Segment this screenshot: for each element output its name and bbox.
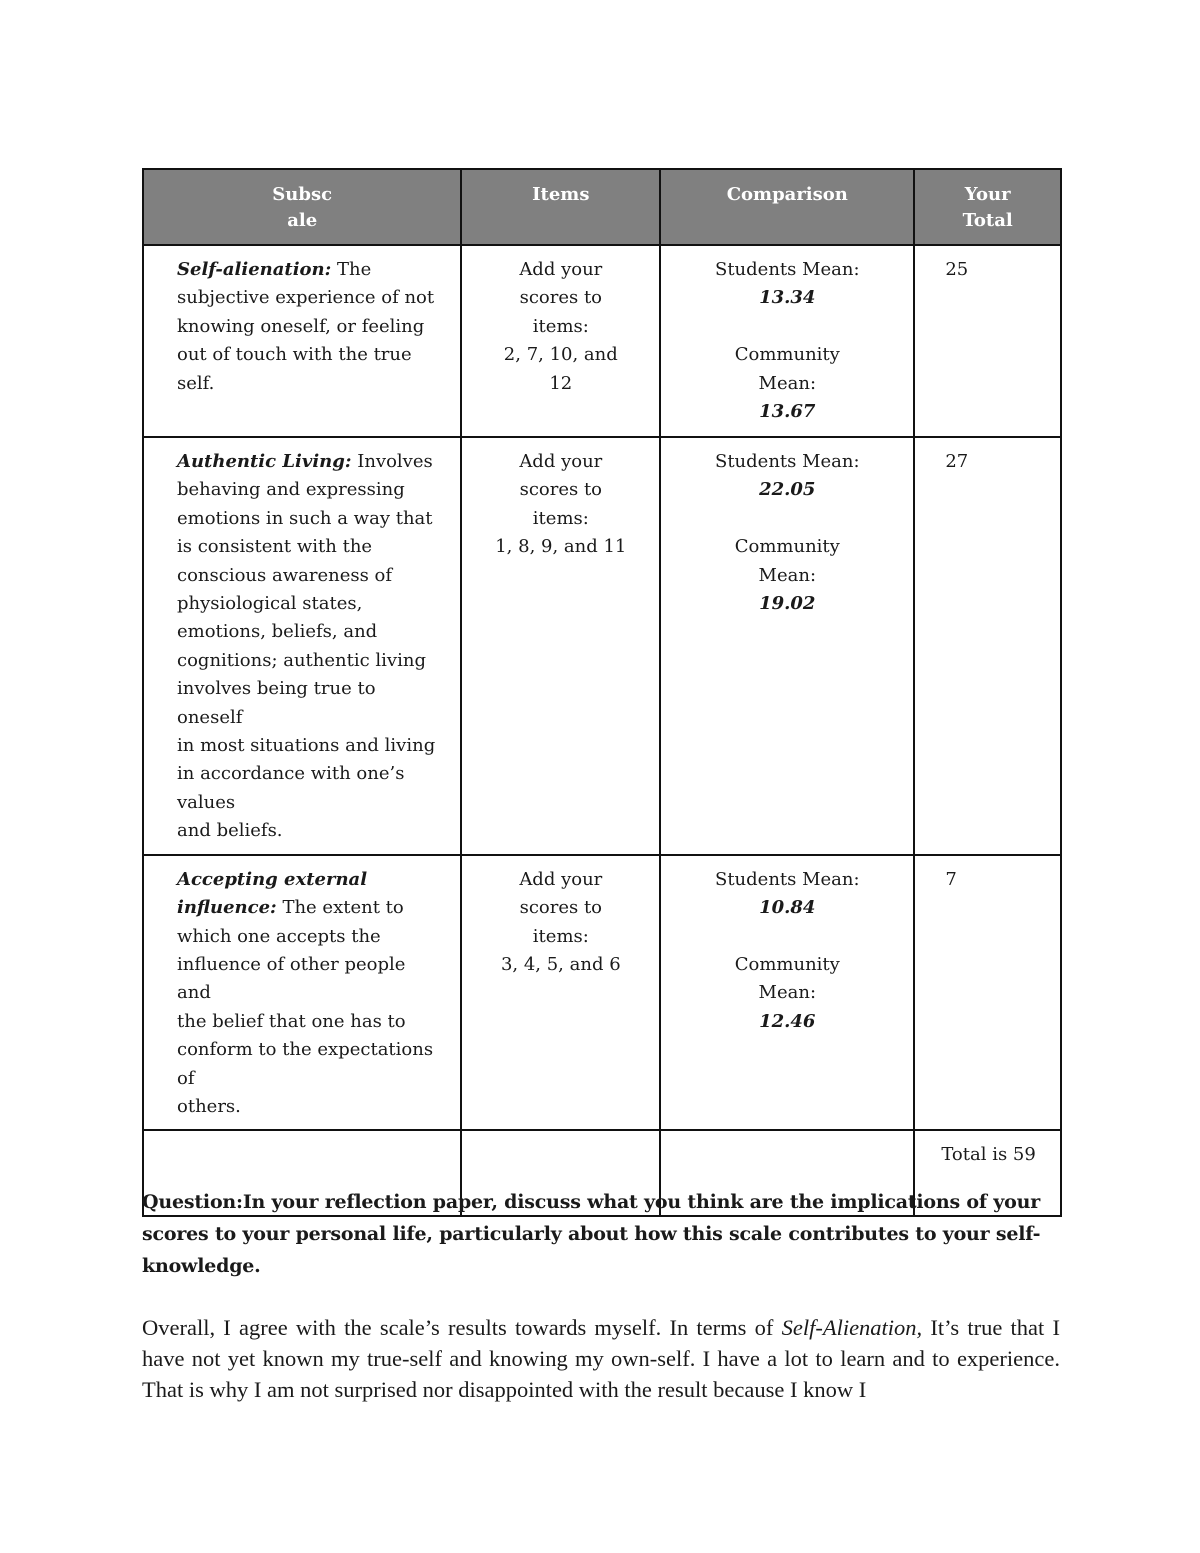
description-line: in most situations and living	[177, 735, 436, 757]
reflection-answer	[142, 1312, 1060, 1405]
answer-text-rest: It’s true that I have not yet known my true-self and knowing my own-self. I have a lot to learn and to experience. That is why I am not surprised nor disappointed with the result because I know I	[142, 1315, 1060, 1402]
description-line	[177, 256, 440, 284]
description-line: of	[177, 1067, 195, 1089]
description-line	[177, 448, 440, 476]
subscale-term: Authentic Living:	[177, 451, 352, 472]
community-mean-value: 12.46	[759, 1010, 816, 1032]
items-line: scores to	[519, 479, 603, 501]
description-line: physiological states,	[177, 593, 363, 615]
header-total-line1: Your	[964, 184, 1011, 205]
header-subscale	[143, 169, 461, 245]
items-line: 2, 7, 10, and	[503, 344, 618, 366]
students-mean-value: 10.84	[759, 897, 816, 919]
header-items: Items	[461, 169, 660, 245]
header-subscale-line1: Subsc	[272, 184, 333, 205]
items-line: items:	[532, 315, 589, 337]
header-total-line2: Total	[962, 210, 1013, 231]
community-mean-value: 13.67	[759, 401, 816, 423]
students-mean-label: Students Mean:	[714, 259, 860, 280]
description-line: in accordance with one’s	[177, 763, 405, 785]
table-header-row	[143, 169, 1061, 245]
your-total-value: 25	[914, 245, 1061, 437]
description-line: emotions, beliefs, and	[177, 621, 378, 643]
description-line: values	[177, 791, 236, 813]
reflection-question: Question:In your reflection paper, discuss what you think are the implications of your scores to your personal life, particularly about how this scale contributes to your self-knowledge.	[142, 1191, 1041, 1277]
items-line: 1, 8, 9, and 11	[495, 536, 627, 558]
grand-total-value: Total is 59	[914, 1130, 1061, 1216]
description-line: self.	[177, 372, 215, 394]
comparison-means	[660, 437, 914, 855]
subscale-term: influence:	[177, 897, 277, 919]
students-mean-label: Students Mean:	[714, 451, 860, 472]
description-line: conscious awareness of	[177, 564, 393, 586]
description-text: The	[337, 259, 372, 280]
subscale-description	[143, 245, 461, 437]
community-mean-value: 19.02	[759, 593, 816, 615]
description-line: involves being true to oneself	[177, 678, 376, 728]
table-row-self-alienation	[143, 245, 1061, 437]
items-line: Add your	[519, 259, 603, 280]
items-line: items:	[532, 507, 589, 529]
community-mean-label: Mean:	[758, 564, 817, 586]
answer-emphasis: Self-Alienation,	[781, 1315, 923, 1340]
your-total-value: 7	[914, 855, 1061, 1131]
header-subscale-line2: ale	[287, 210, 318, 231]
comparison-means	[660, 245, 914, 437]
items-instruction	[461, 245, 660, 437]
description-line: cognitions; authentic living	[177, 649, 426, 671]
community-mean-label: Mean:	[758, 982, 817, 1004]
description-text: The extent to	[282, 897, 404, 919]
comparison-means	[660, 855, 914, 1131]
items-line: Add your	[519, 451, 603, 472]
description-text: Involves	[357, 451, 433, 472]
description-line: is consistent with the	[177, 536, 373, 558]
header-comparison: Comparison	[660, 169, 914, 245]
students-mean-label: Students Mean:	[714, 868, 860, 890]
description-line: which one accepts the	[177, 925, 381, 947]
students-mean-value: 22.05	[759, 479, 816, 501]
items-instruction	[461, 855, 660, 1131]
items-line: scores to	[519, 287, 603, 309]
subscale-term: Accepting external	[177, 868, 368, 890]
subscale-description	[143, 437, 461, 855]
header-your-total	[914, 169, 1061, 245]
description-line: others.	[177, 1095, 241, 1117]
table-row-accepting-external-influence	[143, 855, 1061, 1131]
items-line: 3, 4, 5, and 6	[500, 953, 621, 975]
description-line: knowing oneself, or feeling	[177, 315, 425, 337]
subscale-description	[143, 855, 461, 1131]
description-line	[177, 894, 440, 922]
your-total-value: 27	[914, 437, 1061, 855]
description-line: conform to the expectations	[177, 1039, 434, 1061]
items-instruction	[461, 437, 660, 855]
items-line: scores to	[519, 897, 603, 919]
table-row-authentic-living	[143, 437, 1061, 855]
items-line: 12	[549, 372, 573, 394]
community-mean-label: Community	[734, 344, 840, 366]
description-line: emotions in such a way that	[177, 507, 433, 529]
answer-text-start: Overall, I agree with the scale’s results towards myself. In terms of	[142, 1315, 782, 1340]
description-line: influence of other people and	[177, 953, 406, 1004]
description-line: the belief that one has to	[177, 1010, 406, 1032]
subscale-term: Self-alienation:	[177, 259, 332, 280]
items-line: items:	[532, 925, 589, 947]
community-mean-label: Community	[734, 953, 840, 975]
description-line: behaving and expressing	[177, 479, 405, 501]
students-mean-value: 13.34	[759, 287, 816, 309]
description-line: out of touch with the true	[177, 344, 412, 366]
description-line: and beliefs.	[177, 820, 283, 842]
description-line: subjective experience of not	[177, 287, 435, 309]
community-mean-label: Mean:	[758, 372, 817, 394]
subscale-score-table	[142, 168, 1062, 1217]
items-line: Add your	[519, 868, 603, 890]
community-mean-label: Community	[734, 536, 840, 558]
